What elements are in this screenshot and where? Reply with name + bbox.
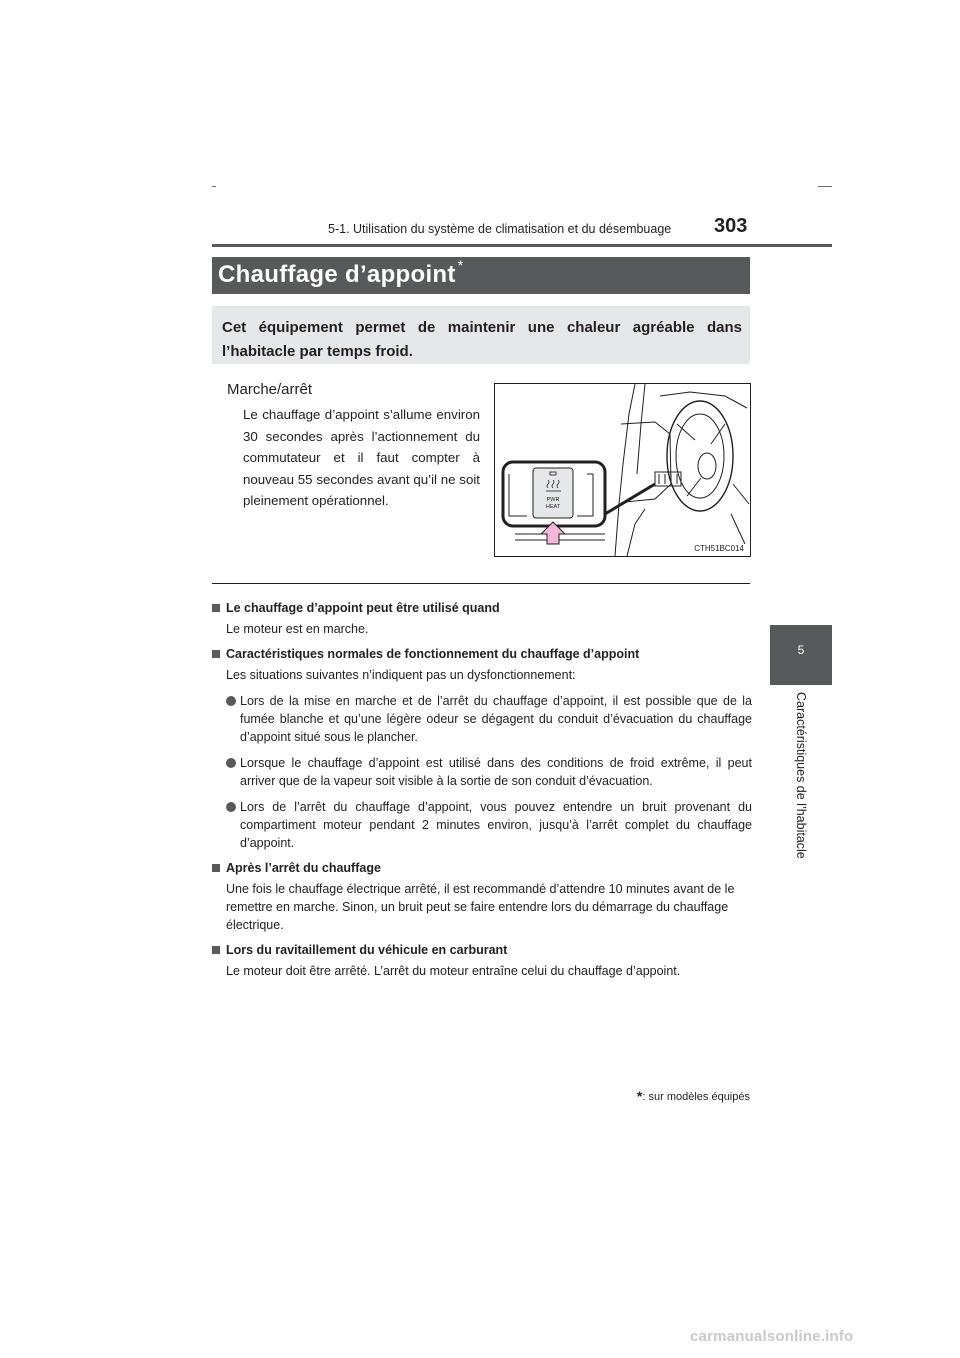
footnote-text: : sur modèles équipés (642, 1091, 750, 1103)
chapter-tab-number: 5 (797, 643, 805, 657)
note-body: Le moteur est en marche. (226, 622, 369, 636)
dashboard-drawing (495, 384, 750, 556)
header-rule (212, 244, 832, 247)
callout-leader-line (605, 484, 655, 514)
chapter-header: 5-1. Utilisation du système de climatisation et du désembuage (328, 222, 672, 236)
notes-section (212, 600, 752, 988)
footnote (596, 1088, 750, 1104)
operation-description: Le chauffage d’appoint s’allume environ 30 secondes après l’actionnement du commutateur et il faut compter à nouveau 55 secondes avant qu’il ne soit pleinement opérationnel. (243, 407, 480, 508)
list-item: Lorsque le chauffage d’appoint est utilisé dans des conditions de froid extrême, il peut arriver que de la vapeur soit visible à la sortie de son conduit d’évacuation. (212, 754, 752, 790)
square-bullet-icon (212, 946, 220, 954)
chapter-side-label (768, 692, 834, 872)
note-usage-conditions (212, 600, 752, 638)
page-title (218, 257, 464, 289)
round-bullet-icon (226, 696, 236, 706)
intro-text: Cet équipement permet de maintenir une chaleur agréable dans l’habitacle par temps froid. (222, 319, 742, 360)
illustration-code: CTH51BC014 (694, 544, 744, 553)
button-label-pwr: PWR (546, 497, 560, 503)
pwr-heat-button (533, 468, 573, 518)
note-heading: Le chauffage d’appoint peut être utilisé quand (212, 600, 752, 616)
crop-mark-right (818, 186, 832, 187)
chapter-side-label-text: Caractéristiques de l’habitacle (794, 692, 808, 859)
section-divider (212, 583, 750, 584)
page-title-text: Chauffage d’appoint (218, 261, 456, 288)
note-heading: Après l’arrêt du chauffage (212, 860, 752, 876)
note-body: Une fois le chauffage électrique arrêté, il est recommandé d’attendre 10 minutes avant de le remettre en marche. Sinon, un bruit peut se faire entendre lors du démarrage du chauffage électrique. (226, 882, 735, 932)
square-bullet-icon (212, 650, 220, 658)
note-body: Le moteur doit être arrêté. L’arrêt du moteur entraîne celui du chauffage d’appoint. (226, 964, 681, 978)
dashboard-illustration (494, 383, 751, 557)
note-normal-behaviour (212, 646, 752, 852)
note-refuelling (212, 942, 752, 980)
list-item: Lors de l’arrêt du chauffage d’appoint, vous pouvez entendre un bruit provenant du compartiment moteur pendant 2 minutes environ, jusqu’à l’arrêt complet du chauffage d’appoint. (212, 798, 752, 852)
operation-heading: Marche/arrêt (227, 381, 313, 398)
button-label-heat: HEAT (545, 504, 561, 510)
chapter-tab (770, 625, 832, 685)
note-after-stop (212, 860, 752, 934)
equipment-asterisk: * (457, 257, 464, 273)
footnote-asterisk: * (636, 1088, 643, 1104)
note-body: Les situations suivantes n’indiquent pas un dysfonctionnement: (226, 668, 576, 682)
square-bullet-icon (212, 864, 220, 872)
note-heading: Caractéristiques normales de fonctionnement du chauffage d’appoint (212, 646, 752, 662)
section-title-bar (212, 257, 750, 294)
list-item: Lors de la mise en marche et de l’arrêt du chauffage d’appoint, il est possible que de la fumée blanche et qu’une légère odeur se dégagent du conduit d’évacuation du chauffage d’appoint situé sous le plancher. (212, 692, 752, 746)
square-bullet-icon (212, 604, 220, 612)
site-watermark: carmanualsonline.info (690, 1328, 854, 1345)
intro-box (212, 306, 750, 364)
note-heading: Lors du ravitaillement du véhicule en carburant (212, 942, 752, 958)
round-bullet-icon (226, 802, 236, 812)
round-bullet-icon (226, 758, 236, 768)
page-number: 303 (714, 215, 748, 237)
crop-mark-left (212, 186, 216, 187)
